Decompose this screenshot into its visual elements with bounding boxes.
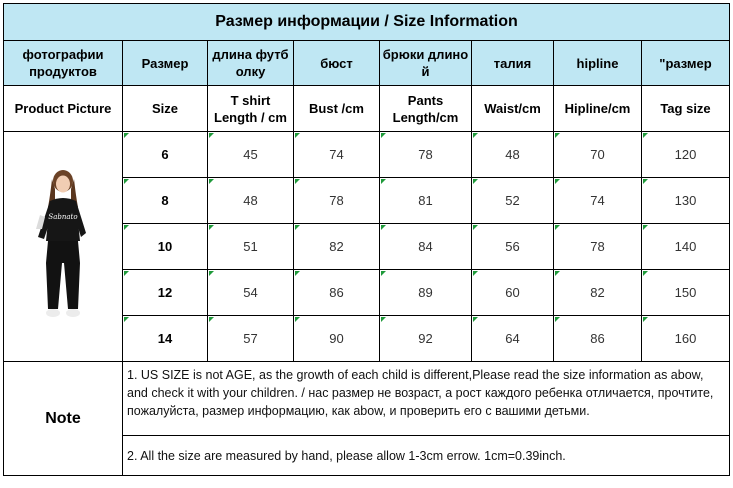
tag-size-cell: 160 [642, 316, 730, 362]
tag-size-cell: 150 [642, 270, 730, 316]
header-en-waist: Waist/cm [472, 86, 554, 132]
header-row-english [4, 86, 730, 132]
size-cell: 10 [123, 224, 208, 270]
header-en-tshirt-length: T shirt Length / cm [208, 86, 294, 132]
table-row [4, 132, 730, 178]
size-table [3, 3, 730, 476]
waist-cell: 48 [472, 132, 554, 178]
tshirt-length-cell: 54 [208, 270, 294, 316]
hipline-cell: 82 [554, 270, 642, 316]
pants-length-cell: 78 [380, 132, 472, 178]
waist-cell: 60 [472, 270, 554, 316]
header-ru-bust: бюст [294, 41, 380, 86]
hipline-cell: 74 [554, 178, 642, 224]
header-ru-product-picture: фотографии продуктов [4, 41, 123, 86]
product-picture-cell [4, 132, 123, 362]
header-en-pants-length: Pants Length/cm [380, 86, 472, 132]
bust-cell: 74 [294, 132, 380, 178]
table-title: Размер информации / Size Information [4, 4, 730, 41]
header-en-bust: Bust /cm [294, 86, 380, 132]
size-cell: 6 [123, 132, 208, 178]
size-cell: 14 [123, 316, 208, 362]
tshirt-length-cell: 51 [208, 224, 294, 270]
size-cell: 12 [123, 270, 208, 316]
tag-size-cell: 130 [642, 178, 730, 224]
waist-cell: 64 [472, 316, 554, 362]
bust-cell: 86 [294, 270, 380, 316]
tshirt-length-cell: 48 [208, 178, 294, 224]
pants-length-cell: 89 [380, 270, 472, 316]
tshirt-length-cell: 57 [208, 316, 294, 362]
bust-cell: 78 [294, 178, 380, 224]
tshirt-length-cell: 45 [208, 132, 294, 178]
pants-length-cell: 92 [380, 316, 472, 362]
hipline-cell: 78 [554, 224, 642, 270]
header-row-russian [4, 41, 730, 86]
bust-cell: 82 [294, 224, 380, 270]
header-en-tag-size: Tag size [642, 86, 730, 132]
header-ru-tshirt-length: длина футб олку [208, 41, 294, 86]
hipline-cell: 70 [554, 132, 642, 178]
header-ru-pants-length: брюки длино й [380, 41, 472, 86]
pants-length-cell: 81 [380, 178, 472, 224]
note-label: Note [4, 362, 123, 476]
tag-size-cell: 140 [642, 224, 730, 270]
header-en-product-picture: Product Picture [4, 86, 123, 132]
header-en-size: Size [123, 86, 208, 132]
bust-cell: 90 [294, 316, 380, 362]
note-line-2: 2. All the size are measured by hand, please allow 1-3cm errow. 1cm=0.39inch. [123, 436, 730, 476]
tag-size-cell: 120 [642, 132, 730, 178]
shirt-print-text: Sabnato [48, 212, 78, 221]
waist-cell: 56 [472, 224, 554, 270]
note-row-1 [4, 362, 730, 436]
pants-length-cell: 84 [380, 224, 472, 270]
waist-cell: 52 [472, 178, 554, 224]
header-ru-size: Размер [123, 41, 208, 86]
header-ru-hipline: hipline [554, 41, 642, 86]
size-cell: 8 [123, 178, 208, 224]
header-en-hipline: Hipline/cm [554, 86, 642, 132]
hipline-cell: 86 [554, 316, 642, 362]
header-ru-waist: талия [472, 41, 554, 86]
product-photo-icon [28, 167, 98, 327]
header-ru-tag-size: "размер [642, 41, 730, 86]
note-line-1: 1. US SIZE is not AGE, as the growth of each child is different,Please read the size information as abow, and check it with your children. / нас размер не возраст, а рост каждого ребенка отличается, прочтите, пожалуйста, размер информацию, как abow, и проверить его с вашими детьми. [123, 362, 730, 436]
